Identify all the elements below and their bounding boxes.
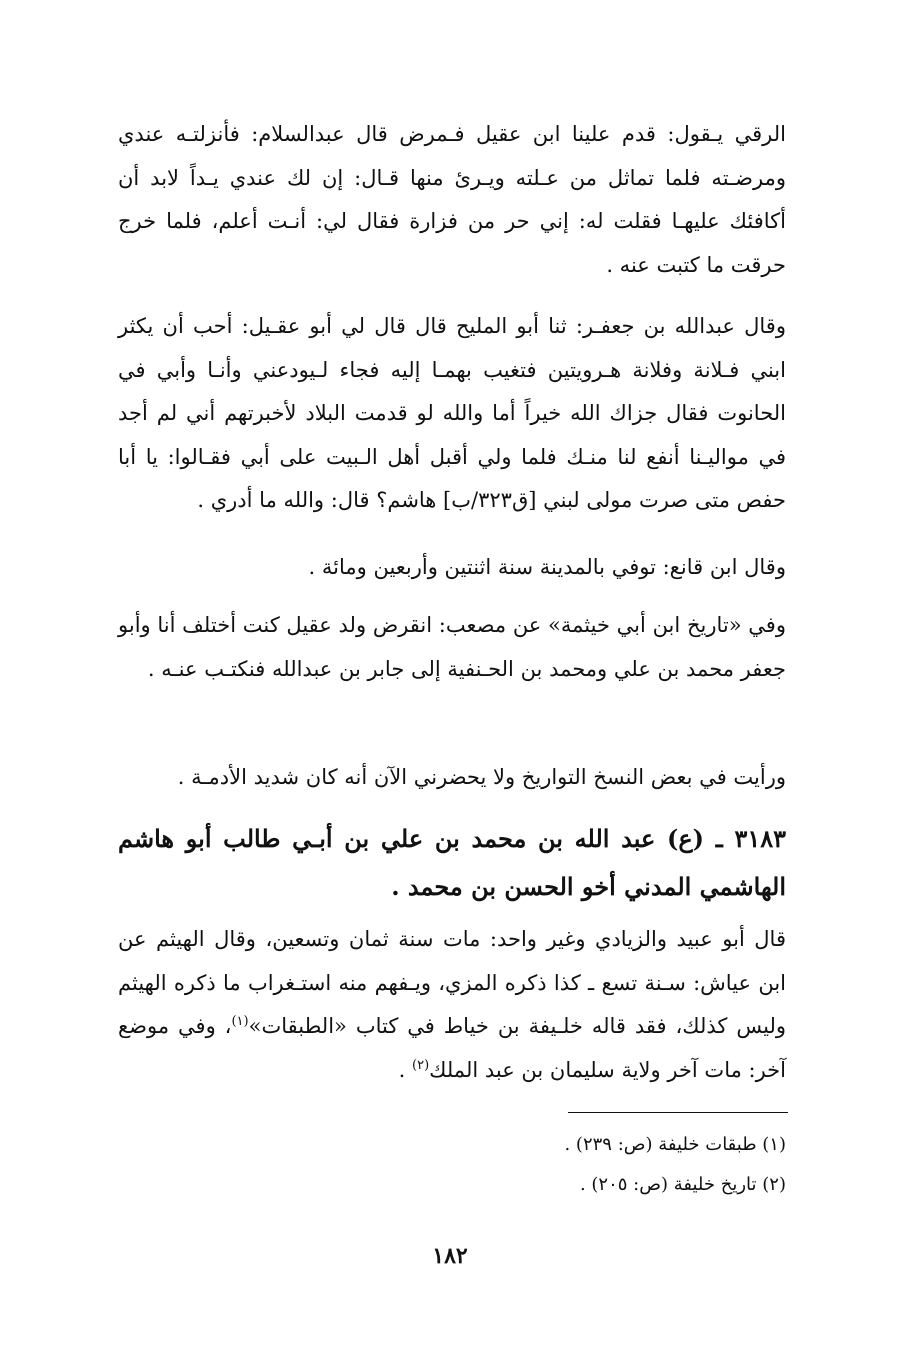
entry-heading: [118, 815, 786, 911]
page-number: ١٨٢: [432, 1243, 468, 1269]
footnotes: [118, 1125, 786, 1205]
paragraph-4: [118, 604, 786, 691]
paragraph-1: [118, 113, 786, 287]
paragraph-text: وفي «تاريخ ابن أبي خيثمة» عن مصعب: انقرض ولد عقيل كنت أختلف أنا وأبو جعفر محمد بن علي ومحمد بن الحـنفية إلى جابر بن عبدالله فنكتـب عنـه .: [118, 613, 786, 681]
footnote-reference-2[interactable]: (٢): [412, 1057, 430, 1073]
paragraph-segment: ، وفي موضع آخر: مات آخر ولاية سليمان بن عبد الملك: [118, 1014, 786, 1082]
footnote-reference-1[interactable]: (١): [231, 1014, 249, 1030]
paragraph-text: ورأيت في بعض النسخ التواريخ ولا يحضرني الآن أنه كان شديد الأدمـة .: [177, 765, 786, 789]
paragraph-text: وقال ابن قانع: توفي بالمدينة سنة اثنتين وأربعين ومائة .: [308, 555, 786, 579]
paragraph-6: [118, 918, 786, 1092]
paragraph-2: [118, 305, 786, 523]
paragraph-5: [118, 756, 786, 800]
paragraph-text: الرقي يـقول: قدم علينا ابن عقيل فـمرض قال عبدالسلام: فأنزلتـه عندي ومرضـته فلما تماثل من عـلته ويـرئ منها قـال: إن لك عندي يـداً لابد أن أكافئك عليهـا فقلت له: إني حر من فزارة فقال لي: أنـت أعلم، فلما خرج حرقت ما كتبت عنه .: [118, 122, 786, 277]
paragraph-segment: قال أبو عبيد والزيادي وغير واحد: مات سنة ثمان وتسعين، وقال الهيثم عن ابن عياش: سـنة تسع ـ كذا ذكره المزي، ويـفهم منه استـغراب ما ذكره الهيثم وليس كذلك، فقد قاله خلـيفة بن خياط في كتاب «الطبقات»: [118, 927, 786, 1039]
footnote-1: (١) طبقات خليفة (ص: ٢٣٩) .: [564, 1134, 786, 1155]
paragraph-text: [118, 918, 786, 1092]
footnote-divider: [568, 1112, 788, 1113]
paragraph-text: وقال عبدالله بن جعفـر: ثنا أبو المليح قال قال لي أبو عقـيل: أحب أن يكثر ابني فـلانة وفلانة هـرويتين فتغيب بهمـا إليه فجاء لـيودعني وأنـا وأبي في الحانوت فقال جزاك الله خيراً أما والله لو قدمت البلاد لأخبرتهم أني لم أجد في مواليـنا أنفع لنا منـك فلما ولي أقبل أهل الـبيت على أبي فقـالوا: يا أبا حفص متى صرت مولى لبني [ق٣٢٣/ب] هاشم؟ قال: والله ما أدري .: [118, 314, 786, 513]
paragraph-3: [118, 546, 786, 590]
footnote-2: (٢) تاريخ خليفة (ص: ٢٠٥) .: [579, 1174, 786, 1195]
paragraph-segment: .: [398, 1057, 413, 1082]
entry-heading-text: ٣١٨٣ ـ (ع) عبد الله بن محمد بن علي بن أبـي طالب أبو هاشم الهاشمي المدني أخو الحسن بن محمد .: [118, 824, 786, 901]
